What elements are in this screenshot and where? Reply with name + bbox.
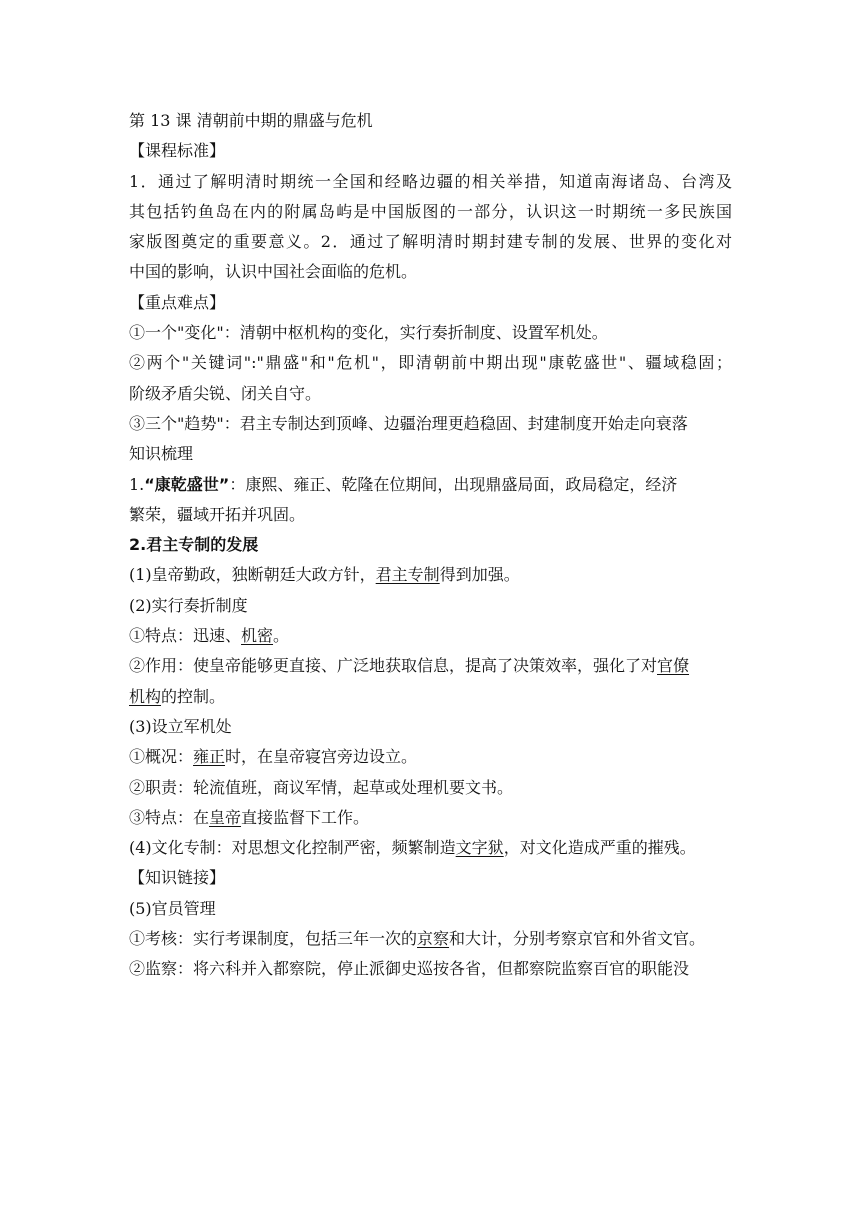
key-point-3: ③三个"趋势"：君主专制达到顶峰、边疆治理更趋稳固、封建制度开始走向衰落	[129, 413, 688, 433]
knowledge-item-1-line-1	[129, 470, 732, 500]
standard-line-4: 中国的影响，认识中国社会面临的危机。	[129, 262, 418, 282]
underlined-term: 雍正	[193, 747, 226, 767]
text: (1)皇帝勤政，独断朝廷大政方针，	[129, 565, 376, 585]
text: 的控制。	[161, 686, 226, 706]
underlined-term: 机密	[241, 626, 274, 646]
section-heading-standard: 【课程标准】	[129, 141, 226, 161]
section-heading-key-points: 【重点难点】	[129, 292, 226, 312]
point-5-supervision: ②监察：将六科并入都察院，停止派御史巡按各省，但都察院监察百官的职能没	[129, 959, 690, 979]
text: 直接监督下工作。	[241, 807, 370, 827]
point-2-feature	[129, 621, 732, 651]
text: ①考核：实行考课制度，包括三年一次的	[129, 929, 418, 949]
point-3-overview	[129, 742, 732, 772]
underlined-term: 皇帝	[209, 807, 242, 827]
point-3-feature	[129, 803, 732, 833]
section-heading-link: 【知识链接】	[129, 868, 226, 888]
standard-line-2: 其包括钓鱼岛在内的附属岛屿是中国版图的一部分，认识这一时期统一多民族国	[129, 201, 732, 221]
underlined-term: 官僚	[657, 656, 690, 676]
point-2: (2)实行奏折制度	[129, 595, 248, 615]
point-4	[129, 833, 732, 863]
key-point-2-line-1: ②两个"关键词":"鼎盛"和"危机"，即清朝前中期出现"康乾盛世"、疆域稳固；	[129, 353, 732, 373]
point-3-duty: ②职责：轮流值班，商议军情，起草或处理机要文书。	[129, 777, 514, 797]
underlined-term: 京察	[417, 929, 450, 949]
text: 得到加强。	[439, 565, 520, 585]
underlined-term: 文字狱	[455, 838, 504, 858]
underlined-term: 机构	[129, 686, 162, 706]
lesson-title: 第 13 课 清朝前中期的鼎盛与危机	[129, 111, 373, 130]
key-point-2-line-2: 阶级矛盾尖锐、闭关自守。	[129, 383, 322, 403]
point-1	[129, 560, 732, 590]
point-2-effect-line-1	[129, 651, 732, 681]
section-heading-knowledge: 知识梳理	[129, 444, 194, 464]
text: ①概况：	[129, 747, 194, 767]
text: 。	[273, 626, 290, 646]
text: ③特点：在	[129, 807, 210, 827]
underlined-term: 君主专制	[375, 565, 440, 585]
text: 和大计，分别考察京官和外省文官。	[449, 929, 706, 949]
standard-line-1: 1．通过了解明清时期统一全国和经略边疆的相关举措，知道南海诸岛、台湾及	[129, 171, 732, 191]
point-5-assessment	[129, 924, 732, 954]
point-3: (3)设立军机处	[129, 716, 232, 736]
standard-line-3: 家版图奠定的重要意义。2．通过了解明清时期封建专制的发展、世界的变化对	[129, 232, 732, 252]
text: (4)文化专制：对思想文化控制严密，频繁制造	[129, 838, 456, 858]
key-point-1: ①一个"变化"：清朝中枢机构的变化，实行奏折制度、设置军机处。	[129, 323, 608, 343]
text: ①特点：迅速、	[129, 626, 242, 646]
knowledge-item-1-line-2: 繁荣，疆域开拓并巩固。	[129, 504, 306, 524]
item-text: ：康熙、雍正、乾隆在位期间，出现鼎盛局面，政局稳定，经济	[229, 474, 678, 494]
item-number: 1.	[129, 474, 145, 494]
document-body	[129, 106, 732, 985]
knowledge-item-2-heading: 2.君主专制的发展	[129, 535, 259, 555]
point-2-effect-line-2	[129, 682, 732, 712]
text: ，对文化造成严重的摧残。	[503, 838, 696, 858]
point-5: (5)官员管理	[129, 898, 216, 918]
text: ②作用：使皇帝能够更直接、广泛地获取信息，提高了决策效率，强化了对	[129, 656, 658, 676]
kangqian-term: “康乾盛世”	[144, 474, 230, 494]
text: 时，在皇帝寝宫旁边设立。	[225, 747, 418, 767]
